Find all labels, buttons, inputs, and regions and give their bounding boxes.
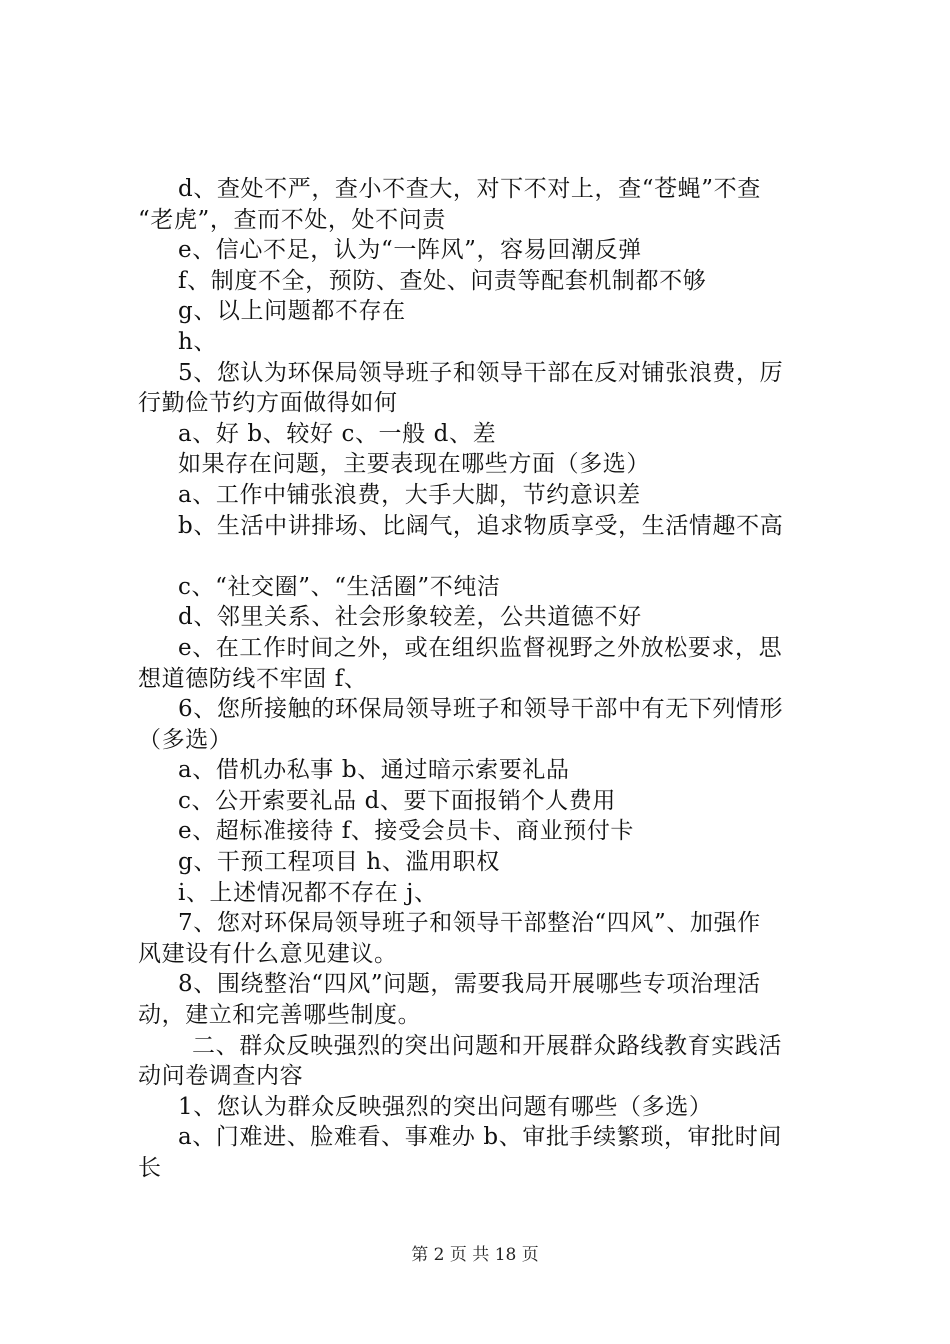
document-body	[138, 174, 838, 1184]
text-line: 行勤俭节约方面做得如何	[138, 390, 398, 417]
text-line: 6、您所接触的环保局领导班子和领导干部中有无下列情形	[178, 696, 784, 723]
text-line: 1、您认为群众反映强烈的突出问题有哪些（多选）	[178, 1093, 713, 1120]
text-line: b、生活中讲排场、比阔气，追求物质享受，生活情趣不高	[178, 512, 784, 539]
text-line: e、超标准接待 f、接受会员卡、商业预付卡	[178, 818, 635, 845]
text-line: g、干预工程项目 h、滥用职权	[178, 849, 500, 876]
blank-line	[138, 541, 838, 572]
text-line: h、	[178, 328, 218, 355]
text-line: 8、围绕整治“四风”问题，需要我局开展哪些专项治理活	[178, 971, 761, 998]
text-line: d、邻里关系、社会形象较差，公共道德不好	[178, 604, 642, 631]
text-line: 7、您对环保局领导班子和领导干部整治“四风”、加强作	[178, 910, 761, 937]
text-line: 长	[138, 1155, 162, 1181]
text-line: 风建设有什么意见建议。	[138, 940, 398, 967]
text-line: 5、您认为环保局领导班子和领导干部在反对铺张浪费，厉	[178, 359, 784, 386]
text-line: e、在工作时间之外，或在组织监督视野之外放松要求，思	[178, 634, 783, 661]
text-line: i、上述情况都不存在 j、	[178, 879, 438, 906]
text-line: （多选）	[138, 726, 233, 753]
page-footer: 第 2 页 共 18 页	[411, 1245, 539, 1265]
text-line: 动，建立和完善哪些制度。	[138, 1002, 422, 1029]
text-line: d、查处不严，查小不查大，对下不对上，查“苍蝇”不查	[178, 176, 761, 202]
text-line: a、好 b、较好 c、一般 d、差	[178, 420, 497, 447]
text-line: a、工作中铺张浪费，大手大脚，节约意识差	[178, 481, 641, 508]
text-line: c、公开索要礼品 d、要下面报销个人费用	[178, 787, 616, 814]
text-line: a、借机办私事 b、通过暗示索要礼品	[178, 757, 570, 784]
text-line: a、门难进、脸难看、事难办 b、审批手续繁琐，审批时间	[178, 1124, 782, 1151]
text-line: e、信心不足，认为“一阵风”，容易回潮反弹	[178, 237, 642, 264]
text-line: 动问卷调查内容	[138, 1063, 304, 1090]
text-line: g、以上问题都不存在	[178, 298, 406, 325]
text-line: f、制度不全，预防、查处、问责等配套机制都不够	[178, 267, 707, 294]
text-line: c、“社交圈”、“生活圈”不纯洁	[178, 573, 501, 600]
text-line: 想道德防线不牢固 f、	[138, 665, 368, 692]
section-heading: 二、群众反映强烈的突出问题和开展群众路线教育实践活	[192, 1032, 782, 1059]
text-line: 如果存在问题，主要表现在哪些方面（多选）	[178, 451, 650, 478]
text-line: “老虎”，查而不处，处不问责	[138, 206, 446, 233]
